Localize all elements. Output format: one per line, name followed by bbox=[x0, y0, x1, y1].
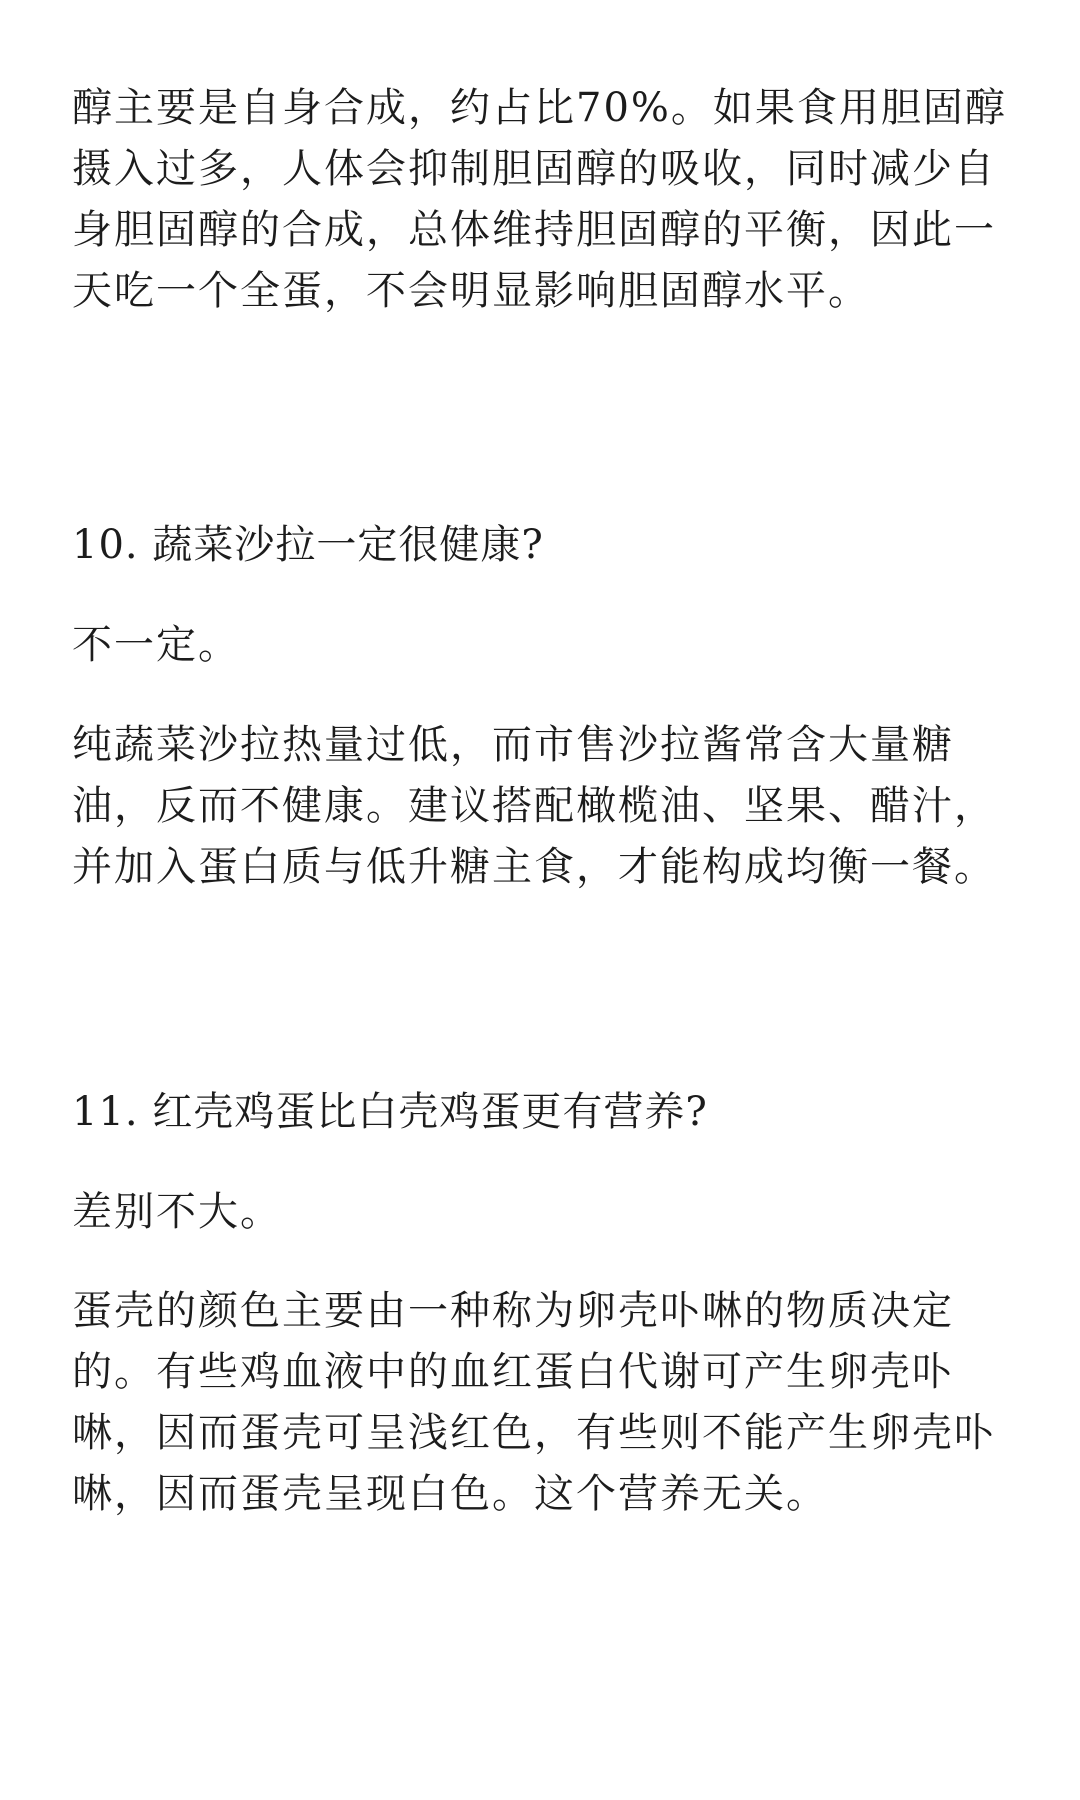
explanation-line: 的。有些鸡血液中的血红蛋白代谢可产生卵壳卟 bbox=[72, 1349, 954, 1395]
question-10-heading: 10. 蔬菜沙拉一定很健康? bbox=[72, 522, 544, 568]
explanation-line: 并加入蛋白质与低升糖主食，才能构成均衡一餐。 bbox=[72, 844, 996, 890]
intro-line: 身胆固醇的合成，总体维持胆固醇的平衡，因此一 bbox=[72, 207, 996, 253]
question-10-answer: 不一定。 bbox=[72, 622, 240, 668]
intro-paragraph bbox=[72, 78, 1007, 322]
explanation-line: 啉，因而蛋壳呈现白色。这个营养无关。 bbox=[72, 1471, 828, 1517]
intro-line: 摄入过多，人体会抑制胆固醇的吸收，同时减少自 bbox=[72, 146, 996, 192]
intro-line: 醇主要是自身合成，约占比70%。如果食用胆固醇 bbox=[72, 85, 1007, 131]
explanation-line: 啉，因而蛋壳可呈浅红色，有些则不能产生卵壳卟 bbox=[72, 1410, 996, 1456]
question-11-heading: 11. 红壳鸡蛋比白壳鸡蛋更有营养? bbox=[72, 1089, 708, 1135]
intro-line: 天吃一个全蛋，不会明显影响胆固醇水平。 bbox=[72, 268, 870, 314]
question-10-explanation bbox=[72, 715, 996, 898]
question-11-answer: 差别不大。 bbox=[72, 1189, 282, 1235]
explanation-line: 蛋壳的颜色主要由一种称为卵壳卟啉的物质决定 bbox=[72, 1288, 954, 1334]
question-11-explanation bbox=[72, 1281, 996, 1525]
explanation-line: 油，反而不健康。建议搭配橄榄油、坚果、醋汁， bbox=[72, 783, 996, 829]
explanation-line: 纯蔬菜沙拉热量过低，而市售沙拉酱常含大量糖 bbox=[72, 722, 954, 768]
